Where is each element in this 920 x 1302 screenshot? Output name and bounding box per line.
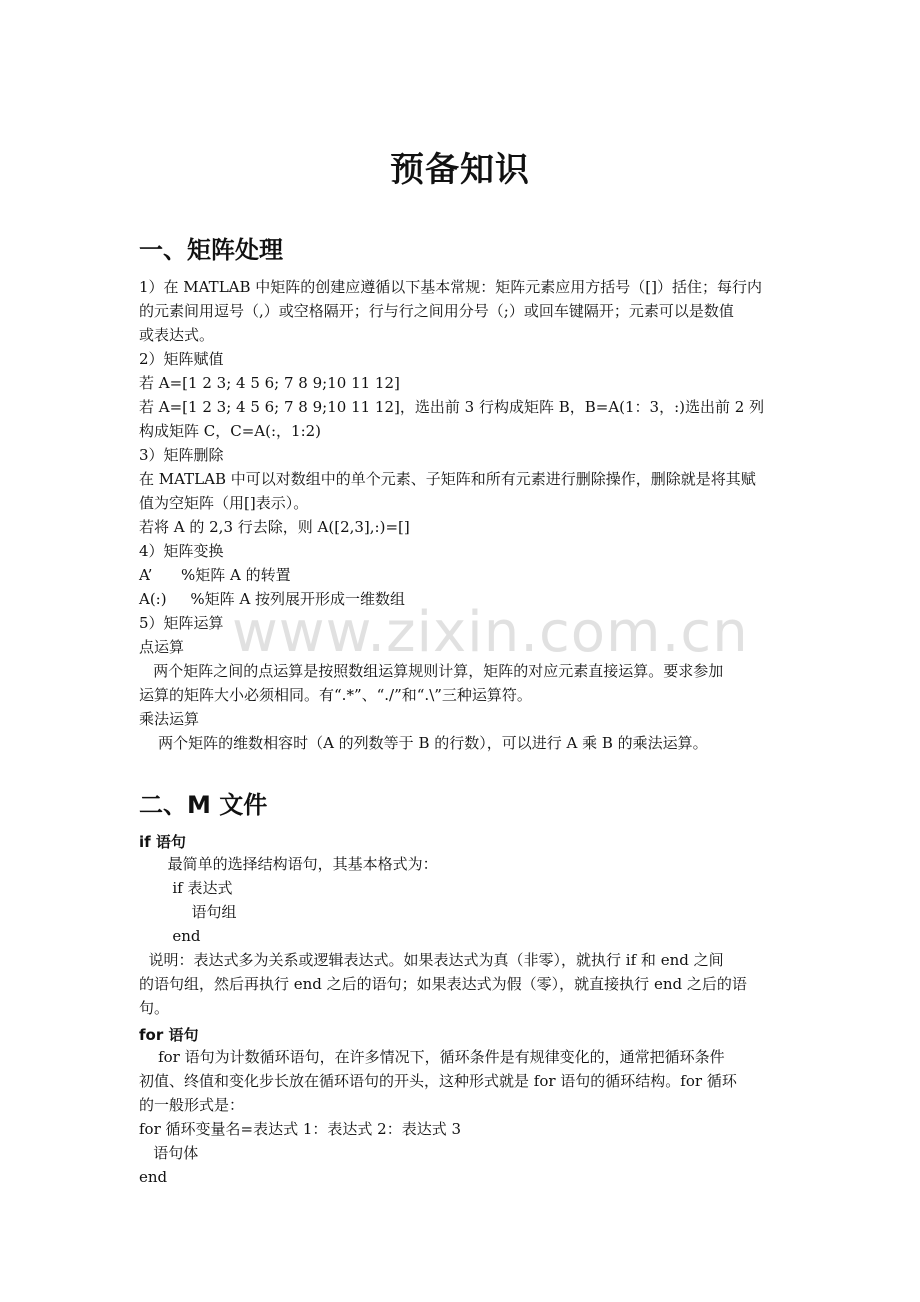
code-line: for 循环变量名=表达式 1：表达式 2：表达式 3 <box>139 1120 462 1138</box>
text-line: A(:) %矩阵 A 按列展开形成一维数组 <box>139 590 406 608</box>
code-line: end <box>139 1168 168 1186</box>
if-statement-heading: if 语句 <box>139 833 186 851</box>
text-line: 值为空矩阵（用[]表示）。 <box>139 494 309 512</box>
text-line: 若 A=[1 2 3; 4 5 6; 7 8 9;10 11 12] <box>139 374 400 392</box>
section-heading-matrix: 一、矩阵处理 <box>139 236 283 264</box>
watermark-text: www.zixin.com.cn <box>232 600 749 665</box>
page-title: 预备知识 <box>390 150 530 190</box>
code-line: end <box>139 927 201 945</box>
text-line: 运算的矩阵大小必须相同。有“.*”、“./”和“.\”三种运算符。 <box>139 686 532 704</box>
text-line: 3）矩阵删除 <box>139 446 224 464</box>
text-line: 1）在 MATLAB 中矩阵的创建应遵循以下基本常规：矩阵元素应用方括号（[]）括住；每行内 <box>139 278 762 296</box>
text-line: 的一般形式是： <box>139 1096 245 1114</box>
text-line: 乘法运算 <box>139 710 200 728</box>
section-heading-m-file: 二、M 文件 <box>139 791 268 819</box>
text-line: A’ %矩阵 A 的转置 <box>139 566 291 584</box>
text-line: 两个矩阵的维数相容时（A 的列数等于 B 的行数），可以进行 A 乘 B 的乘法运算。 <box>139 734 708 752</box>
code-line: if 表达式 <box>139 879 233 897</box>
code-line: 语句体 <box>139 1144 199 1162</box>
text-line: 5）矩阵运算 <box>139 614 224 632</box>
text-line: for 语句为计数循环语句，在许多情况下，循环条件是有规律变化的，通常把循环条件 <box>139 1048 725 1066</box>
text-line: 的元素间用逗号（,）或空格隔开；行与行之间用分号（;）或回车键隔开；元素可以是数值 <box>139 302 734 320</box>
text-line: 或表达式。 <box>139 326 215 344</box>
text-line: 点运算 <box>139 638 185 656</box>
text-line: 构成矩阵 C，C=A(:，1:2) <box>139 422 322 440</box>
for-statement-heading: for 语句 <box>139 1026 199 1044</box>
text-line: 若将 A 的 2,3 行去除，则 A([2,3],:)=[] <box>139 518 410 536</box>
code-line: 语句组 <box>139 903 237 921</box>
text-line: 2）矩阵赋值 <box>139 350 224 368</box>
text-line: 4）矩阵变换 <box>139 542 224 560</box>
text-line: 初值、终值和变化步长放在循环语句的开头，这种形式就是 for 语句的循环结构。for 循环 <box>139 1072 737 1090</box>
text-line: 若 A=[1 2 3; 4 5 6; 7 8 9;10 11 12]，选出前 3 行构成矩阵 B，B=A(1：3，:)选出前 2 列 <box>139 398 765 416</box>
text-line: 说明：表达式多为关系或逻辑表达式。如果表达式为真（非零），就执行 if 和 end 之间 <box>139 951 724 969</box>
text-line: 在 MATLAB 中可以对数组中的单个元素、子矩阵和所有元素进行删除操作，删除就是将其赋 <box>139 470 756 488</box>
text-line: 句。 <box>139 999 170 1017</box>
text-line: 的语句组，然后再执行 end 之后的语句；如果表达式为假（零），就直接执行 end 之后的语 <box>139 975 747 993</box>
text-line: 最简单的选择结构语句，其基本格式为： <box>139 855 438 873</box>
text-line: 两个矩阵之间的点运算是按照数组运算规则计算，矩阵的对应元素直接运算。要求参加 <box>139 662 724 680</box>
